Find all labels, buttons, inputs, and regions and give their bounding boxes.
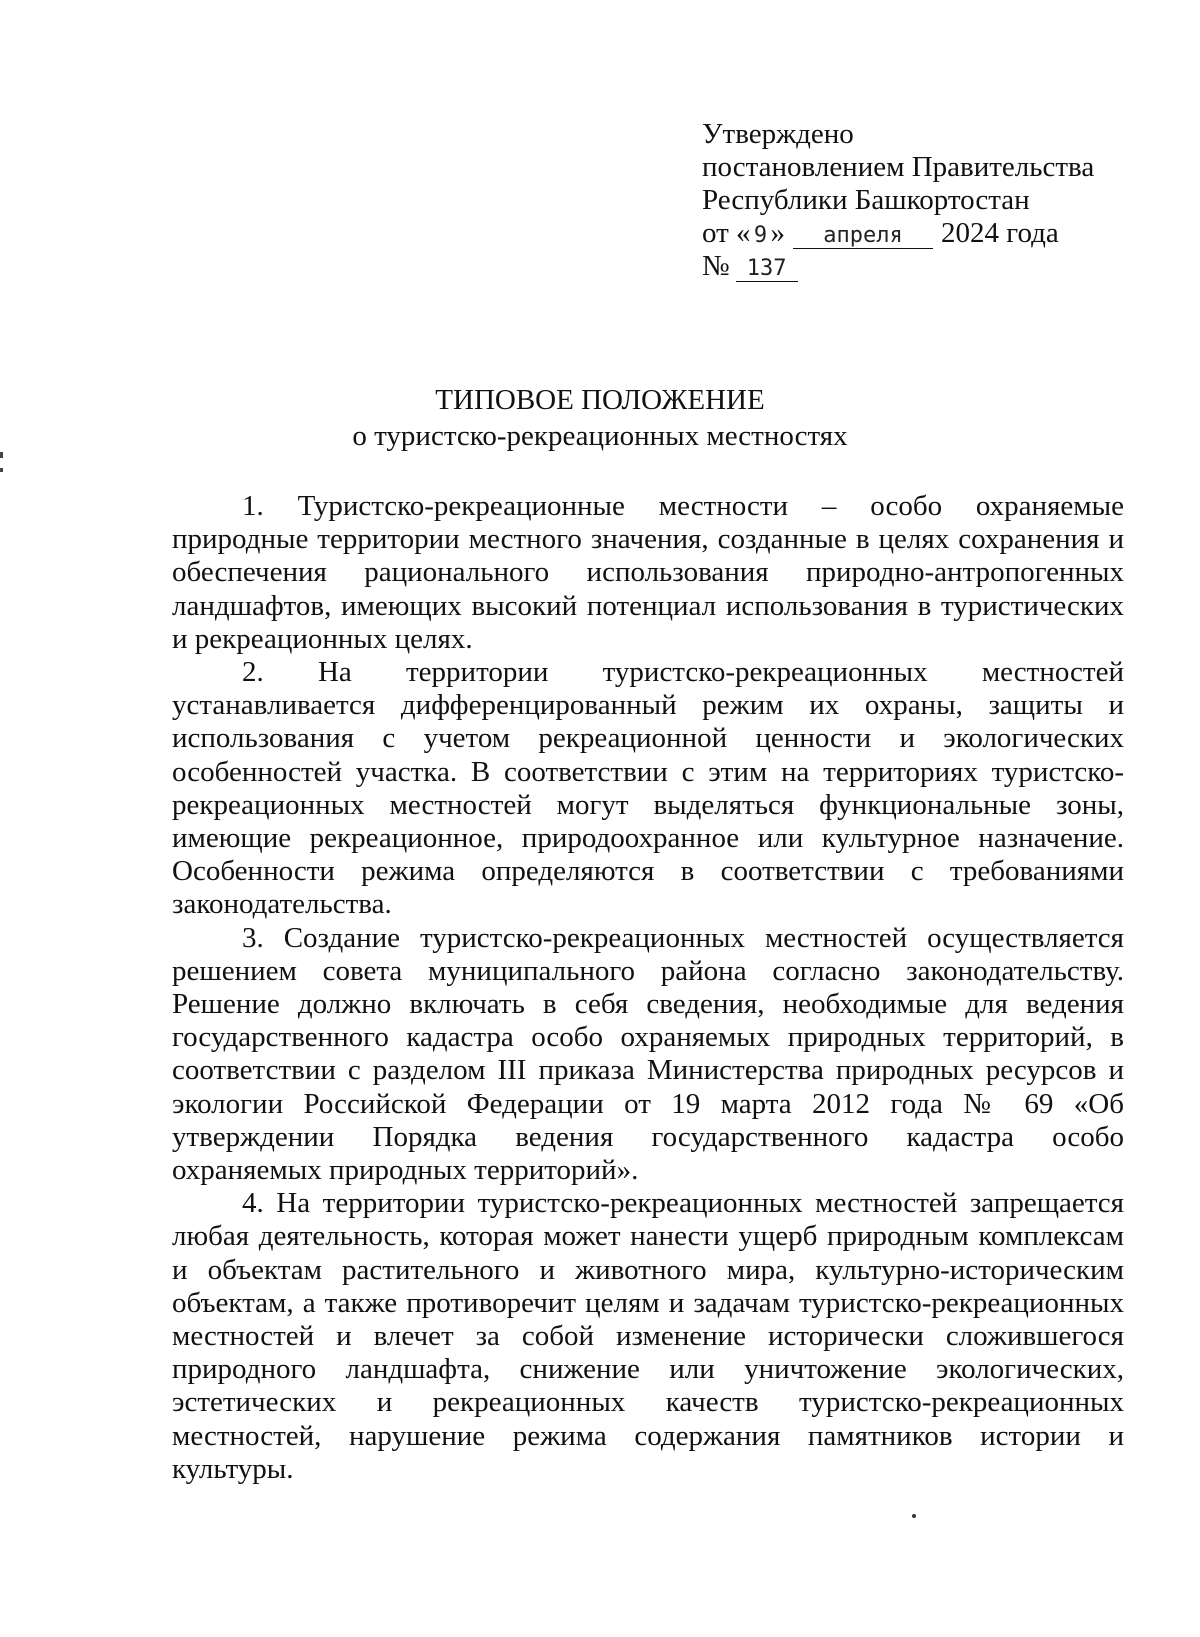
paragraph-4: 4. На территории туристско-рекреационных местностей запрещается любая деятельность, которая может нанести ущерб природным комплексам и объектам растительного и животного мира, культурно-историческим объектам, а также противоречит целям и задачам туристско-рекреационных местностей и влечет за собой изменение исторически сложившегося природного ландшафта, снижение или уничтожение экологических, эстетических и рекреационных качеств туристско-рекреационных местностей, нарушение режима содержания памятников истории и культуры. <box>172 1187 1124 1485</box>
approval-number-line <box>702 250 1094 283</box>
paragraph-1: 1. Туристско-рекреационные местности – особо охраняемые природные территории местного значения, созданные в целях сохранения и обеспечения рационального использования природно-антропогенных ландшафтов, имеющих высокий потенциал использования в туристических и рекреационных целях. <box>172 490 1124 655</box>
document-title: ТИПОВОЕ ПОЛОЖЕНИЕ <box>435 384 765 416</box>
document-number: 137 <box>736 257 798 282</box>
document-subtitle: о туристско-рекреационных местностях <box>352 420 848 452</box>
approval-block <box>702 118 1094 283</box>
date-year: 2024 года <box>941 217 1059 249</box>
date-day: 9 <box>753 223 768 248</box>
number-sign: № <box>702 250 730 282</box>
approval-line-republic: Республики Башкортостан <box>702 184 1030 216</box>
approval-date-line <box>702 217 1094 250</box>
date-prefix: от « <box>702 217 751 249</box>
scan-speck <box>912 1514 916 1518</box>
approval-line-approved: Утверждено <box>702 118 854 150</box>
paragraph-2: 2. На территории туристско-рекреационных местностей устанавливается дифференцированный режим их охраны, защиты и использования с учетом рекреационной ценности и экологических особенностей участка. В соответствии с этим на территориях туристско-рекреационных местностей могут выделяться функциональные зоны, имеющие рекреационное, природоохранное или культурное назначение. Особенности режима определяются в соответствии с требованиями законодательства. <box>172 656 1124 921</box>
paragraph-3: 3. Создание туристско-рекреационных местностей осуществляется решением совета муниципального района согласно законодательству. Решение должно включать в себя сведения, необходимые для ведения государственного кадастра особо охраняемых природных территорий, в соответствии с разделом III приказа Министерства природных ресурсов и экологии Российской Федерации от 19 марта 2012 года № 69 «Об утверждении Порядка ведения государственного кадастра особо охраняемых природных территорий». <box>172 921 1124 1187</box>
date-quote-close: » <box>770 217 786 249</box>
approval-line-resolution: постановлением Правительства <box>702 151 1095 183</box>
scan-edge-mark <box>0 468 3 472</box>
document-body <box>172 490 1124 1486</box>
scan-edge-mark <box>0 452 3 458</box>
date-month: апреля <box>793 224 933 249</box>
